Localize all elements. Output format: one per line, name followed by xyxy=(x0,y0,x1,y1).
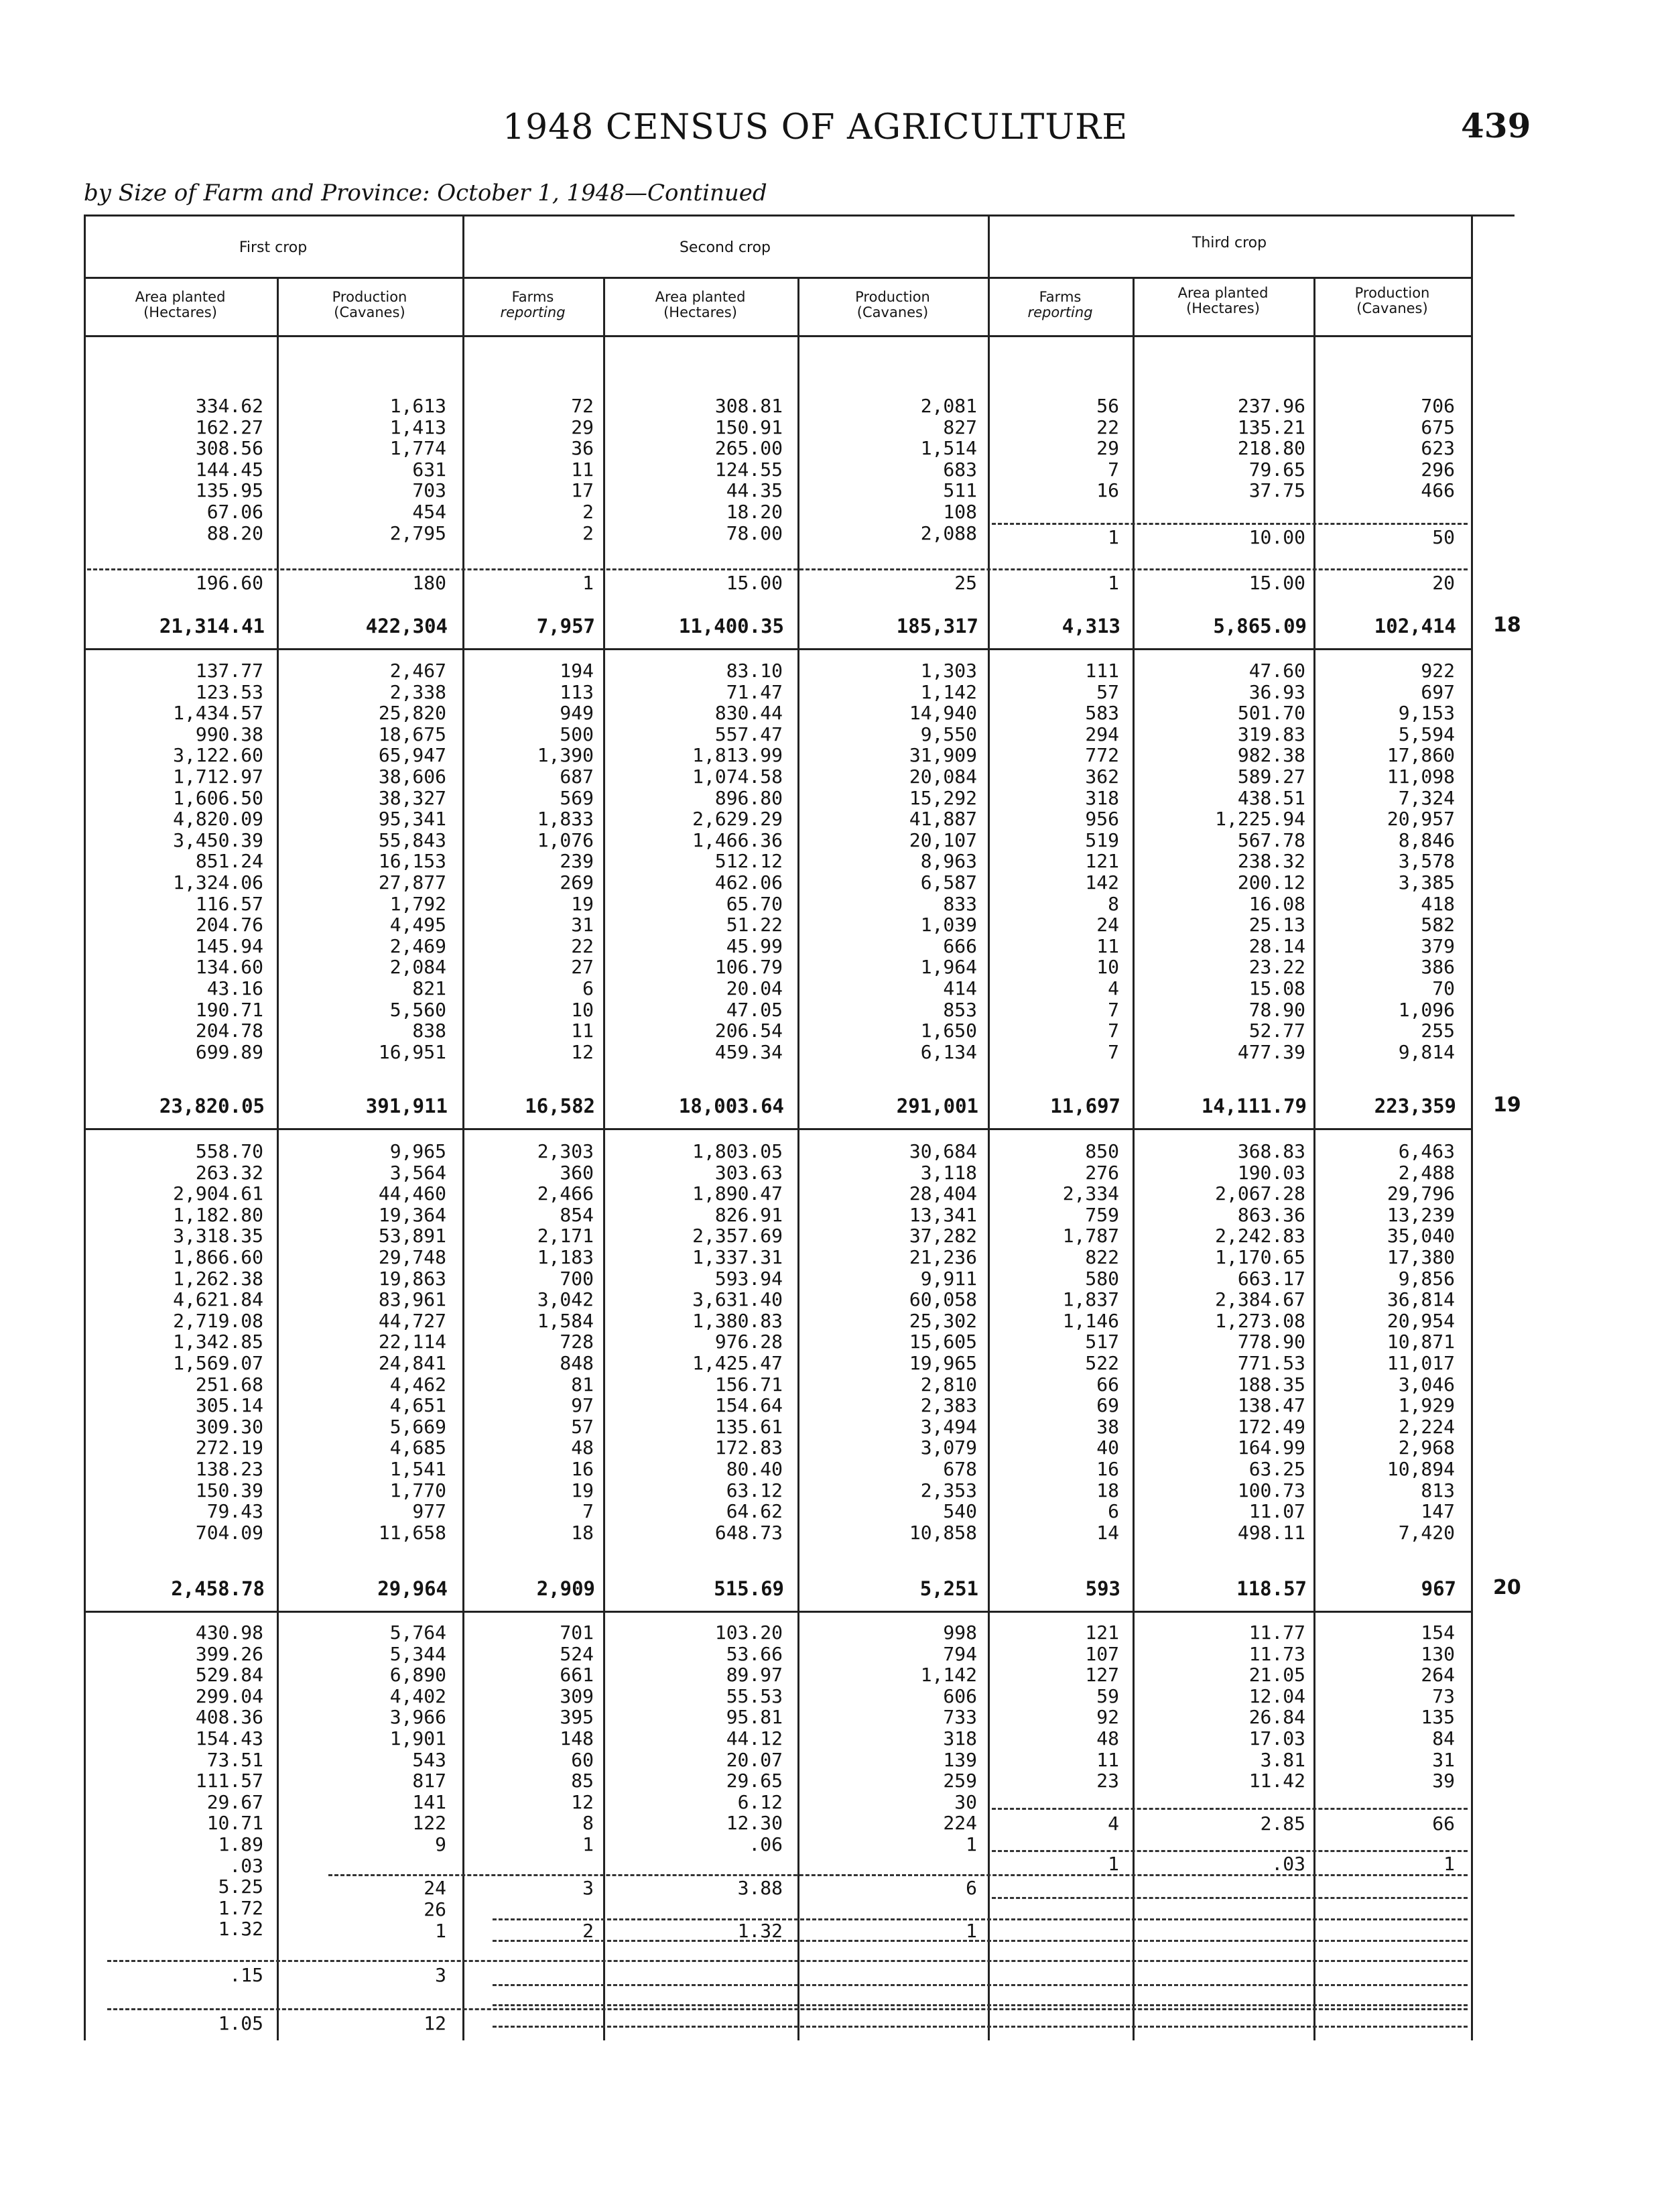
b4-r15-prod-2: 1 xyxy=(966,1920,977,1942)
b4-r15-area-2: 1.32 xyxy=(737,1920,783,1942)
b4-s2-area-1: 1.05 xyxy=(218,2012,263,2034)
special-row-value: 15.00 xyxy=(1248,572,1305,594)
total-farms-2: 2,909 xyxy=(536,1577,595,1600)
section-rule-20 xyxy=(84,1611,1473,1613)
row-number: 20 xyxy=(1493,1576,1521,1599)
total-prod-2: 185,317 xyxy=(896,615,978,637)
dotted-leader xyxy=(493,2026,1468,2028)
b3-area-2: 1,803.05 303.63 1,890.47 826.91 2,357.69 1,337.31 593.94 3,631.40 1,380.83 976.28 1,425.47 156.71 154.64 135.61 172.83 80.40 63.12 64.62 648.73 xyxy=(692,1140,783,1544)
col-header-area-planted: Area planted (Hectares) xyxy=(1177,285,1269,316)
b1-area-2: 308.81 150.91 265.00 124.55 44.35 18.20 78.00 xyxy=(714,395,783,544)
b3-farms-3: 850 276 2,334 759 1,787 822 580 1,837 1,146 517 522 66 69 38 40 16 18 6 14 xyxy=(1062,1140,1119,1544)
col-divider xyxy=(603,278,605,2040)
col-header-farms-reporting: Farms reporting xyxy=(1027,289,1093,320)
b2-prod-1: 2,467 2,338 25,820 18,675 65,947 38,606 38,327 95,341 55,843 16,153 27,877 1,792 4,495 2,469 2,084 821 5,560 838 16,951 xyxy=(378,660,446,1063)
first-crop-header: First crop xyxy=(239,239,308,256)
b4-r13-prod-1: 24 xyxy=(424,1877,446,1899)
b1-prod-3-last: 50 xyxy=(1432,526,1455,548)
dotted-leader xyxy=(493,1984,1468,1986)
b1-area-1: 334.62 162.27 308.56 144.45 135.95 67.06 88.20 xyxy=(195,395,263,544)
dotted-leader xyxy=(992,1850,1468,1852)
b1-prod-2: 2,081 827 1,514 683 511 108 2,088 xyxy=(920,395,977,544)
column-header-rule xyxy=(84,335,1473,337)
b4-area-2: 103.20 53.66 89.97 55.53 95.81 44.12 20.07 29.65 6.12 12.30 .06 xyxy=(714,1621,783,1855)
b2-prod-2: 1,303 1,142 14,940 9,550 31,909 20,084 15,292 41,887 20,107 8,963 6,587 833 1,039 666 1,964 414 853 1,650 6,134 xyxy=(909,660,977,1063)
b4-r10-area-3: 2.85 xyxy=(1260,1812,1305,1835)
b3-prod-3: 6,463 2,488 29,796 13,239 35,040 17,380 9,856 36,814 20,954 10,871 11,017 3,046 1,929 2,224 2,968 10,894 813 147 7,420 xyxy=(1387,1140,1455,1544)
b4-r14-prod-1: 26 xyxy=(424,1898,446,1920)
col-divider xyxy=(1313,278,1315,2040)
total-farms-3: 11,697 xyxy=(1050,1095,1120,1117)
b4-r10-prod-3: 66 xyxy=(1432,1812,1455,1835)
total-area-2: 515.69 xyxy=(714,1577,784,1600)
b3-prod-2: 30,684 3,118 28,404 13,341 37,282 21,236 9,911 60,058 25,302 15,605 19,965 2,810 2,383 3,494 3,079 678 2,353 540 10,858 xyxy=(909,1140,977,1544)
b4-r13-prod-2: 6 xyxy=(966,1877,977,1899)
b4-prod-3: 154 130 264 73 135 84 31 39 xyxy=(1421,1621,1455,1792)
b1-prod-1: 1,613 1,413 1,774 631 703 454 2,795 xyxy=(389,395,446,544)
dotted-leader xyxy=(992,1897,1468,1899)
b2-area-1: 137.77 123.53 1,434.57 990.38 3,122.60 1,712.97 1,606.50 4,820.09 3,450.39 851.24 1,324.06 116.57 204.76 145.94 134.60 43.16 190.71 204.78 699.89 xyxy=(173,660,263,1063)
total-area-1: 2,458.78 xyxy=(171,1577,265,1600)
total-area-1: 23,820.05 xyxy=(159,1095,265,1117)
dotted-leader xyxy=(107,1960,1468,1962)
special-row-value: 196.60 xyxy=(195,572,263,594)
dotted-leader xyxy=(87,568,1468,570)
dotted-leader xyxy=(992,523,1468,525)
col-divider xyxy=(277,278,279,2040)
col-header-production: Production (Cavanes) xyxy=(332,289,407,320)
b4-r13-farms-2: 3 xyxy=(582,1877,594,1899)
b4-area-1: 430.98 399.26 529.84 299.04 408.36 154.43 73.51 111.57 29.67 10.71 1.89 .03 5.25 1.72 1.32 xyxy=(195,1621,263,1941)
special-row-value: 25 xyxy=(954,572,977,594)
second-crop-header: Second crop xyxy=(679,239,771,256)
b2-farms-3: 111 57 583 294 772 362 318 956 519 121 142 8 24 11 10 4 7 7 7 xyxy=(1085,660,1119,1063)
b3-farms-2: 2,303 360 2,466 854 2,171 1,183 700 3,042 1,584 728 848 81 97 57 48 16 19 7 18 xyxy=(537,1140,594,1544)
b3-area-1: 558.70 263.32 2,904.61 1,182.80 3,318.35 1,866.60 1,262.38 4,621.84 2,719.08 1,342.85 1,569.07 251.68 305.14 309.30 272.19 138.23 150.39 79.43 704.09 xyxy=(173,1140,263,1544)
col-divider xyxy=(1133,278,1135,2040)
special-row-value: 180 xyxy=(412,572,446,594)
b4-r13-area-2: 3.88 xyxy=(737,1877,783,1899)
table-subtitle: by Size of Farm and Province: October 1, 1948—Continued xyxy=(84,180,767,206)
b4-r12-prod-3: 1 xyxy=(1443,1853,1455,1875)
b1-farms-2: 72 29 36 11 17 2 2 xyxy=(571,395,594,544)
col-header-production: Production (Cavanes) xyxy=(855,289,930,320)
top-rule xyxy=(84,214,1515,217)
b4-prod-1: 5,764 5,344 6,890 4,402 3,966 1,901 543 817 141 122 9 xyxy=(389,1621,446,1855)
special-row-value: 15.00 xyxy=(726,572,783,594)
col-divider xyxy=(797,278,799,2040)
special-row-value: 1 xyxy=(582,572,594,594)
total-area-2: 11,400.35 xyxy=(678,615,784,637)
col-header-production: Production (Cavanes) xyxy=(1354,285,1430,316)
total-prod-3: 223,359 xyxy=(1374,1095,1456,1117)
section-rule-19 xyxy=(84,1128,1473,1130)
total-farms-3: 4,313 xyxy=(1061,615,1120,637)
b4-s1-area-1: .15 xyxy=(229,1964,263,1986)
dotted-leader xyxy=(493,1940,1468,1942)
third-crop-header: Third crop xyxy=(1192,235,1267,251)
dotted-leader xyxy=(493,2004,1468,2006)
special-row-value: 1 xyxy=(1108,572,1119,594)
b2-prod-3: 922 697 9,153 5,594 17,860 11,098 7,324 20,957 8,846 3,578 3,385 418 582 379 386 70 1,096 255 9,814 xyxy=(1387,660,1455,1063)
b4-farms-2: 701 524 661 309 395 148 60 85 12 8 1 xyxy=(560,1621,594,1855)
total-farms-3: 593 xyxy=(1085,1577,1120,1600)
b1-area-3: 237.96 135.21 218.80 79.65 37.75 xyxy=(1237,395,1305,502)
total-prod-3: 102,414 xyxy=(1374,615,1456,637)
b4-farms-3: 121 107 127 59 92 48 11 23 xyxy=(1085,1621,1119,1792)
b3-prod-1: 9,965 3,564 44,460 19,364 53,891 29,748 19,863 83,961 44,727 22,114 24,841 4,462 4,651 5,669 4,685 1,541 1,770 977 11,658 xyxy=(378,1140,446,1544)
total-prod-3: 967 xyxy=(1421,1577,1456,1600)
b4-s2-prod-1: 12 xyxy=(424,2012,446,2034)
special-row-value: 20 xyxy=(1432,572,1455,594)
group-header-rule xyxy=(84,277,1473,279)
total-prod-1: 391,911 xyxy=(365,1095,448,1117)
dotted-leader xyxy=(328,1874,1468,1876)
total-prod-2: 291,001 xyxy=(896,1095,978,1117)
b4-area-3: 11.77 11.73 21.05 12.04 26.84 17.03 3.81 11.42 xyxy=(1248,1621,1305,1792)
col-header-area-planted: Area planted (Hectares) xyxy=(655,289,746,320)
b4-r15-prod-1: 1 xyxy=(435,1920,446,1942)
section-rule-18 xyxy=(84,648,1473,650)
b4-r10-farms-3: 4 xyxy=(1108,1812,1119,1835)
b1-prod-3: 706 675 623 296 466 xyxy=(1421,395,1455,502)
b2-area-3: 47.60 36.93 501.70 319.83 982.38 589.27 438.51 1,225.94 567.78 238.32 200.12 16.08 25.13 28.14 23.22 15.08 78.90 52.77 477.39 xyxy=(1215,660,1305,1063)
b2-farms-2: 194 113 949 500 1,390 687 569 1,833 1,076 239 269 19 31 22 27 6 10 11 12 xyxy=(537,660,594,1063)
b4-r12-area-3: .03 xyxy=(1271,1853,1305,1875)
dotted-leader xyxy=(493,1918,1468,1920)
page-title: 1948 CENSUS OF AGRICULTURE xyxy=(503,107,1129,147)
b1-farms-3: 56 22 29 7 16 xyxy=(1096,395,1119,502)
dotted-leader xyxy=(992,1808,1468,1810)
total-area-3: 5,865.09 xyxy=(1213,615,1307,637)
b4-r15-farms-2: 2 xyxy=(582,1920,594,1942)
col-header-farms-reporting: Farms reporting xyxy=(500,289,566,320)
b2-area-2: 83.10 71.47 830.44 557.47 1,813.99 1,074.58 896.80 2,629.29 1,466.36 512.12 462.06 65.70 51.22 45.99 106.79 20.04 47.05 206.54 459.34 xyxy=(692,660,783,1063)
b3-area-3: 368.83 190.03 2,067.28 863.36 2,242.83 1,170.65 663.17 2,384.67 1,273.08 778.90 771.53 188.35 138.47 172.49 164.99 63.25 100.73 11.07 498.11 xyxy=(1215,1140,1305,1544)
total-prod-1: 422,304 xyxy=(365,615,448,637)
page-number: 439 xyxy=(1461,106,1531,145)
b4-prod-2: 998 794 1,142 606 733 318 139 259 30 224 1 xyxy=(920,1621,977,1855)
b4-r12-farms-3: 1 xyxy=(1108,1853,1119,1875)
total-area-3: 118.57 xyxy=(1236,1577,1307,1600)
b1-farms-3-last: 1 xyxy=(1108,526,1119,548)
total-area-2: 18,003.64 xyxy=(678,1095,784,1117)
total-farms-2: 16,582 xyxy=(525,1095,595,1117)
col-header-area-planted: Area planted (Hectares) xyxy=(135,289,226,320)
total-area-3: 14,111.79 xyxy=(1201,1095,1307,1117)
row-number: 19 xyxy=(1493,1093,1521,1117)
row-number: 18 xyxy=(1493,613,1521,637)
dotted-leader xyxy=(107,2008,1468,2010)
b4-s1-prod-1: 3 xyxy=(435,1964,446,1986)
b1-area-3-last: 10.00 xyxy=(1248,526,1305,548)
total-prod-2: 5,251 xyxy=(919,1577,978,1600)
total-prod-1: 29,964 xyxy=(377,1577,448,1600)
total-farms-2: 7,957 xyxy=(536,615,595,637)
total-area-1: 21,314.41 xyxy=(159,615,265,637)
